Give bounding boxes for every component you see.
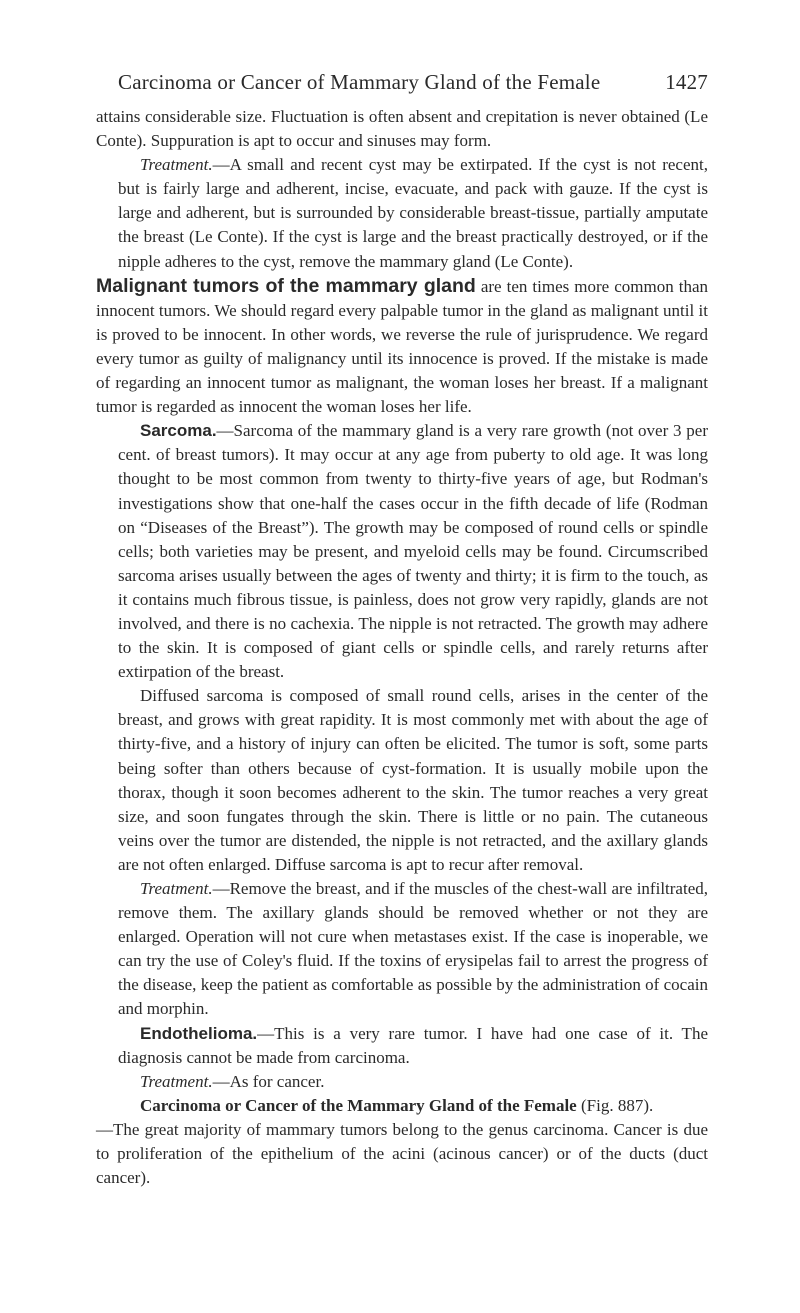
subheading: Treatment.: [140, 155, 213, 175]
paragraph: Sarcoma.—Sarcoma of the mammary gland is a very rare growth (not over 3 per cent. of breast tumors). It may occur at any age from puberty to old age. It was long thought to be most common from twenty to thirty-five years of age, but Rodman's investigations show that one-half the cases occur in the fifth decade of life (Rodman on “Diseases of the Breast”). The growth may be composed of round cells or spindle cells; both varieties may be present, and myeloid cells may be found. Circumscribed sarcoma arises usually between the ages of twenty and thirty; it is firm to the touch, as it contains much fibrous tissue, is painless, does not grow very rapidly, glands are not involved, and there is no cachexia. The nipple is not retracted. The growth may adhere to the skin. It is composed of giant cells or spindle cells, and rarely returns after extirpation of the breast.: [118, 421, 708, 682]
subheading: Treatment.: [140, 1071, 213, 1091]
subheading: Treatment.: [140, 879, 213, 898]
paragraph: Treatment.—As for cancer.: [140, 1071, 325, 1091]
running-title: Carcinoma or Cancer of Mammary Gland of the Female: [118, 70, 601, 94]
section-heading: Carcinoma or Cancer of the Mammary Gland of the Female: [140, 1095, 577, 1115]
section-heading: Sarcoma.: [140, 421, 217, 441]
paragraph: Endothelioma.—This is a very rare tumor. I have had one case of it. The diagnosis cannot be made from carcinoma.: [118, 1023, 708, 1067]
paragraph: Malignant tumors of the mammary gland are ten times more common than innocent tumors. We should regard every palpable tumor in the gland as malignant until it is proved to be innocent. In other words, we reverse the rule of jurisprudence. We regard every tumor as guilty of malignancy until its innocence is proved. If the mistake is made of regarding an innocent tumor as malignant, the woman loses her breast. If a malignant tumor is regarded as innocent the woman loses her life.: [96, 274, 708, 417]
section-heading: Endothelioma.: [140, 1023, 258, 1043]
paragraph: Treatment.—Remove the breast, and if the muscles of the chest-wall are infiltrated, remove them. The axillary glands should be removed whether or not they are enlarged. Operation will not cure when metastases exist. If the case is inoperable, we can try the use of Coley's fluid. If the toxins of erysipelas fail to arrest the progress of the disease, keep the patient as comfortable as possible by the administration of cocain and morphin.: [118, 879, 708, 1019]
paragraph: Carcinoma or Cancer of the Mammary Gland of the Female (Fig. 887).: [140, 1095, 654, 1115]
paragraph: attains considerable size. Fluctuation is often absent and crepitation is never obtained (Le Conte). Suppuration is apt to occur and sinuses may form.: [96, 107, 708, 151]
page-number: 1427: [665, 70, 708, 94]
section-heading: Malignant tumors of the mammary gland: [96, 274, 476, 297]
paragraph: Treatment.—A small and recent cyst may be extirpated. If the cyst is not recent, but is fairly large and adherent, incise, evacuate, and pack with gauze. If the cyst is large and adherent, but is surrounded by considerable breast-tissue, partially amputate the breast (Le Conte). If the cyst is large and the breast practically destroyed, or if the nipple adheres to the cyst, remove the mammary gland (Le Conte).: [118, 155, 708, 271]
paragraph: —The great majority of mammary tumors belong to the genus carcinoma. Cancer is due to proliferation of the epithelium of the acini (acinous cancer) or of the ducts (duct cancer).: [96, 1119, 708, 1188]
paragraph: Diffused sarcoma is composed of small round cells, arises in the center of the breast, and grows with great rapidity. It is most commonly met with about the age of thirty-five, and a history of injury can often be elicited. The tumor is soft, some parts being softer than others because of cyst-formation. It is usually mobile upon the thorax, though it soon becomes adherent to the skin. The tumor reaches a very great size, and soon fungates through the skin. There is little or no pain. The cutaneous veins over the tumor are distended, the nipple is not retracted, and the axillary glands are not often enlarged. Diffuse sarcoma is apt to recur after removal.: [118, 686, 708, 874]
page-header: [88, 0, 708, 95]
body-text: [96, 105, 708, 1190]
